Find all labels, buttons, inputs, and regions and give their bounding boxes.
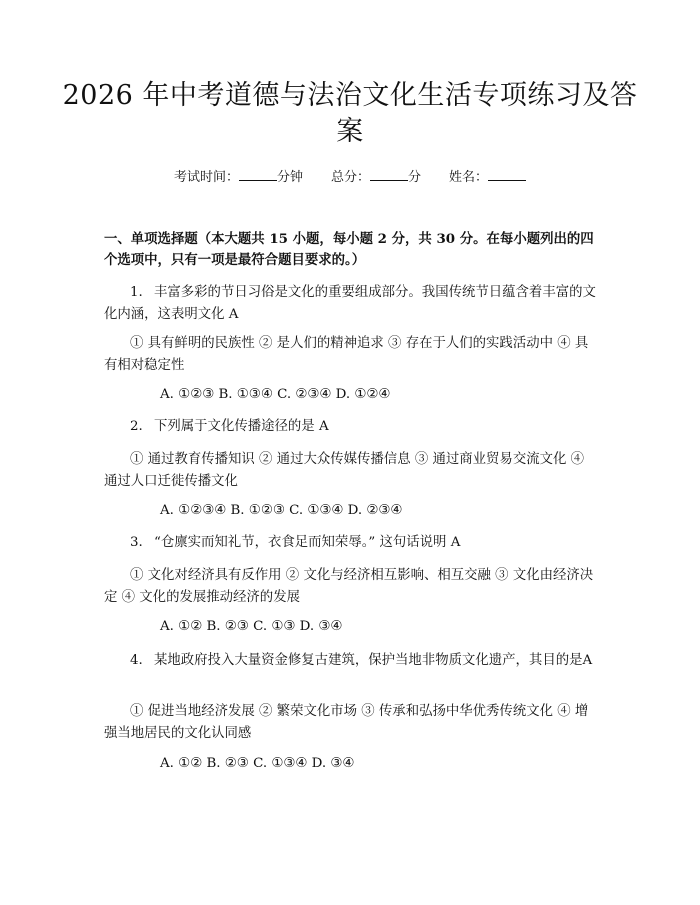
name-label: 姓名：: [449, 170, 489, 185]
question-1-number: 1.: [130, 285, 143, 300]
question-4-text: 某地政府投入大量资金修复古建筑，保护当地非物质文化遗产，其目的是A: [154, 653, 593, 668]
question-1-text: 丰富多彩的节日习俗是文化的重要组成部分。我国传统节日蕴含着丰富的文化内涵，这表明文化 A: [104, 285, 596, 322]
question-2-stem: [104, 416, 598, 438]
name-blank: [488, 168, 526, 181]
time-blank: [239, 168, 277, 181]
score-blank: [370, 168, 408, 181]
question-2-number: 2.: [130, 419, 143, 434]
question-1-options: A. ①②③ B. ①③④ C. ②③④ D. ①②④: [160, 387, 391, 402]
question-1-stem: [104, 282, 598, 326]
question-3-stem: [104, 532, 598, 554]
score-unit: 分: [408, 170, 422, 185]
document-title: 2026 年中考道德与法治文化生活专项练习及答案: [62, 80, 638, 147]
question-4-statements: ① 促进当地经济发展 ② 繁荣文化市场 ③ 传承和弘扬中华优秀传统文化 ④ 增强当地居民的文化认同感: [104, 704, 589, 741]
section-heading: 一、单项选择题（本大题共 15 小题，每小题 2 分，共 30 分。在每小题列出的四个选项中，只有一项是最符合题目要求的。）: [104, 231, 594, 268]
time-unit: 分钟: [276, 170, 303, 185]
question-3-text: “仓廪实而知礼节，衣食足而知荣辱。” 这句话说明 A: [154, 535, 461, 550]
score-label: 总分：: [330, 170, 370, 185]
question-1-statements: ① 具有鲜明的民族性 ② 是人们的精神追求 ③ 存在于人们的实践活动中 ④ 具有相对稳定性: [104, 336, 589, 373]
question-3-statements: ① 文化对经济具有反作用 ② 文化与经济相互影响、相互交融 ③ 文化由经济决定 ④ 文化的发展推动经济的发展: [104, 568, 594, 605]
question-2-text: 下列属于文化传播途径的是 A: [154, 419, 329, 434]
question-3-options: A. ①② B. ②③ C. ①③ D. ③④: [160, 619, 343, 634]
question-2-statements: ① 通过教育传播知识 ② 通过大众传媒传播信息 ③ 通过商业贸易交流文化 ④ 通过人口迁徙传播文化: [104, 452, 585, 489]
question-4-options: A. ①② B. ②③ C. ①③④ D. ③④: [160, 756, 355, 771]
question-4-stem: [104, 650, 598, 672]
question-2-options: A. ①②③④ B. ①②③ C. ①③④ D. ②③④: [160, 503, 403, 518]
exam-info-line: [0, 168, 700, 188]
time-label: 考试时间：: [173, 170, 239, 185]
question-3-number: 3.: [130, 535, 143, 550]
question-4-number: 4.: [130, 653, 143, 668]
